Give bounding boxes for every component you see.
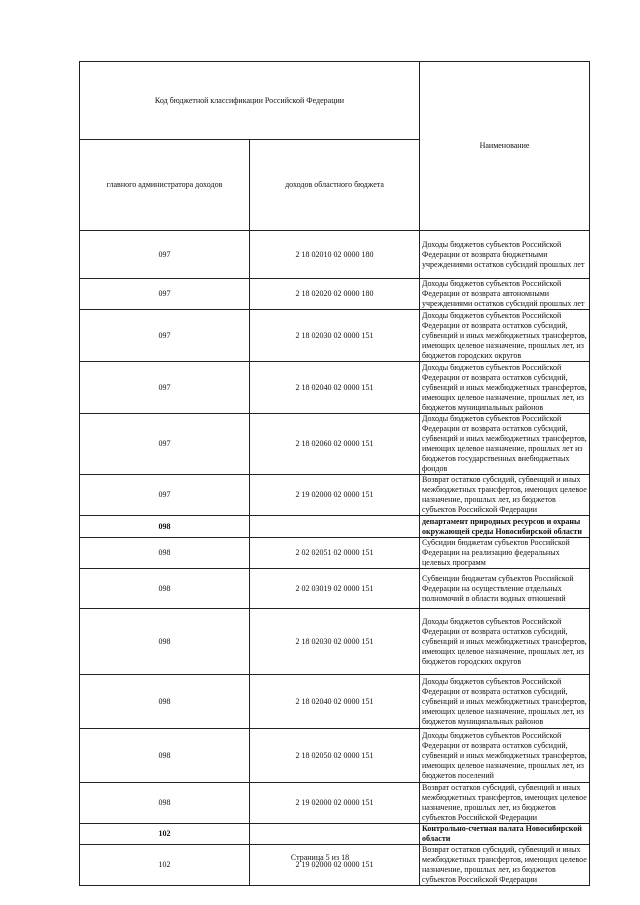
income-code-cell: 2 19 02000 02 0000 151: [250, 845, 420, 886]
income-code-cell: 2 18 02040 02 0000 151: [250, 362, 420, 414]
income-code-cell: 2 18 02040 02 0000 151: [250, 675, 420, 729]
header-group-label: Код бюджетной классификации Российской Федерации: [80, 62, 420, 140]
admin-code-cell: 097: [80, 310, 250, 362]
income-code-cell: 2 19 02000 02 0000 151: [250, 475, 420, 516]
table-row: [80, 569, 590, 609]
income-code-cell: 2 18 02060 02 0000 151: [250, 414, 420, 475]
table-row: [80, 675, 590, 729]
department-row: [80, 516, 590, 538]
table-row: [80, 279, 590, 310]
table-row: [80, 414, 590, 475]
admin-code-cell: 098: [80, 569, 250, 609]
admin-code-cell: 098: [80, 675, 250, 729]
income-code-cell: 2 18 02020 02 0000 180: [250, 279, 420, 310]
table-row: [80, 231, 590, 279]
table-row: [80, 783, 590, 824]
income-code-cell: 2 02 03019 02 0000 151: [250, 569, 420, 609]
table-row: [80, 538, 590, 569]
header-row-top: [80, 62, 590, 140]
admin-code-cell: 098: [80, 516, 250, 538]
income-code-cell: 2 02 02051 02 0000 151: [250, 538, 420, 569]
income-code-cell: 2 18 02050 02 0000 151: [250, 729, 420, 783]
name-cell: Доходы бюджетов субъектов Российской Федерации от возврата остатков субсидий, субвенций и иных межбюджетных трансфертов, имеющих целевое назначение, прошлых лет, из бюджетов городских округов: [420, 310, 590, 362]
name-cell: Контрольно-счетная палата Новосибирской области: [420, 824, 590, 845]
name-cell: Субвенции бюджетам субъектов Российской Федерации на осуществление отдельных полномочий в области водных отношений: [420, 569, 590, 609]
admin-code-cell: 097: [80, 231, 250, 279]
header-name: Наименование: [420, 62, 590, 231]
name-cell: Доходы бюджетов субъектов Российской Федерации от возврата остатков субсидий, субвенций и иных межбюджетных трансфертов, имеющих целевое назначение, прошлых лет из бюджетов государственных внебюджетных фондов: [420, 414, 590, 475]
budget-classification-table: [79, 61, 590, 886]
name-cell: департамент природных ресурсов и охраны окружающей среды Новосибирской области: [420, 516, 590, 538]
admin-code-cell: 097: [80, 362, 250, 414]
department-row: [80, 824, 590, 845]
name-cell: Доходы бюджетов субъектов Российской Федерации от возврата остатков субсидий, субвенций и иных межбюджетных трансфертов, имеющих целевое назначение, прошлых лет, из бюджетов муниципальных районов: [420, 675, 590, 729]
name-cell: Доходы бюджетов субъектов Российской Федерации от возврата автономными учреждениями остатков субсидий прошлых лет: [420, 279, 590, 310]
table-row: [80, 362, 590, 414]
header-income: доходов областного бюджета: [250, 140, 420, 231]
name-cell: Возврат остатков субсидий, субвенций и иных межбюджетных трансфертов, имеющих целевое назначение, прошлых лет, из бюджетов субъектов Российской Федерации: [420, 845, 590, 886]
income-code-cell: 2 19 02000 02 0000 151: [250, 783, 420, 824]
admin-code-cell: 097: [80, 414, 250, 475]
name-cell: Доходы бюджетов субъектов Российской Федерации от возврата остатков субсидий, субвенций и иных межбюджетных трансфертов, имеющих целевое назначение, прошлых лет, из бюджетов поселений: [420, 729, 590, 783]
name-cell: Доходы бюджетов субъектов Российской Федерации от возврата остатков субсидий, субвенций и иных межбюджетных трансфертов, имеющих целевое назначение, прошлых лет, из бюджетов городских округов: [420, 609, 590, 675]
table-row: [80, 310, 590, 362]
table-row: [80, 475, 590, 516]
name-cell: Доходы бюджетов субъектов Российской Федерации от возврата остатков субсидий, субвенций и иных межбюджетных трансфертов, имеющих целевое назначение, прошлых лет, из бюджетов муниципальных районов: [420, 362, 590, 414]
table-row: [80, 845, 590, 886]
admin-code-cell: 098: [80, 538, 250, 569]
name-cell: Возврат остатков субсидий, субвенций и иных межбюджетных трансфертов, имеющих целевое назначение, прошлых лет, из бюджетов субъектов Российской Федерации: [420, 783, 590, 824]
name-cell: Доходы бюджетов субъектов Российской Федерации от возврата бюджетными учреждениями остатков субсидий прошлых лет: [420, 231, 590, 279]
admin-code-cell: 097: [80, 279, 250, 310]
page-number: Страница 5 из 18: [290, 853, 350, 862]
name-cell: Субсидии бюджетам субъектов Российской Федерации на реализацию федеральных целевых программ: [420, 538, 590, 569]
admin-code-cell: 102: [80, 845, 250, 886]
name-cell: Возврат остатков субсидий, субвенций и иных межбюджетных трансфертов, имеющих целевое назначение, прошлых лет, из бюджетов субъектов Российской Федерации: [420, 475, 590, 516]
table-row: [80, 609, 590, 675]
table-body: [80, 231, 590, 886]
income-code-cell: [250, 516, 420, 538]
income-code-cell: 2 18 02030 02 0000 151: [250, 609, 420, 675]
table-row: [80, 729, 590, 783]
income-code-cell: [250, 824, 420, 845]
admin-code-cell: 098: [80, 729, 250, 783]
income-code-cell: 2 18 02030 02 0000 151: [250, 310, 420, 362]
income-code-cell: 2 18 02010 02 0000 180: [250, 231, 420, 279]
admin-code-cell: 098: [80, 609, 250, 675]
header-admin: главного администратора доходов: [80, 140, 250, 231]
admin-code-cell: 102: [80, 824, 250, 845]
admin-code-cell: 098: [80, 783, 250, 824]
admin-code-cell: 097: [80, 475, 250, 516]
